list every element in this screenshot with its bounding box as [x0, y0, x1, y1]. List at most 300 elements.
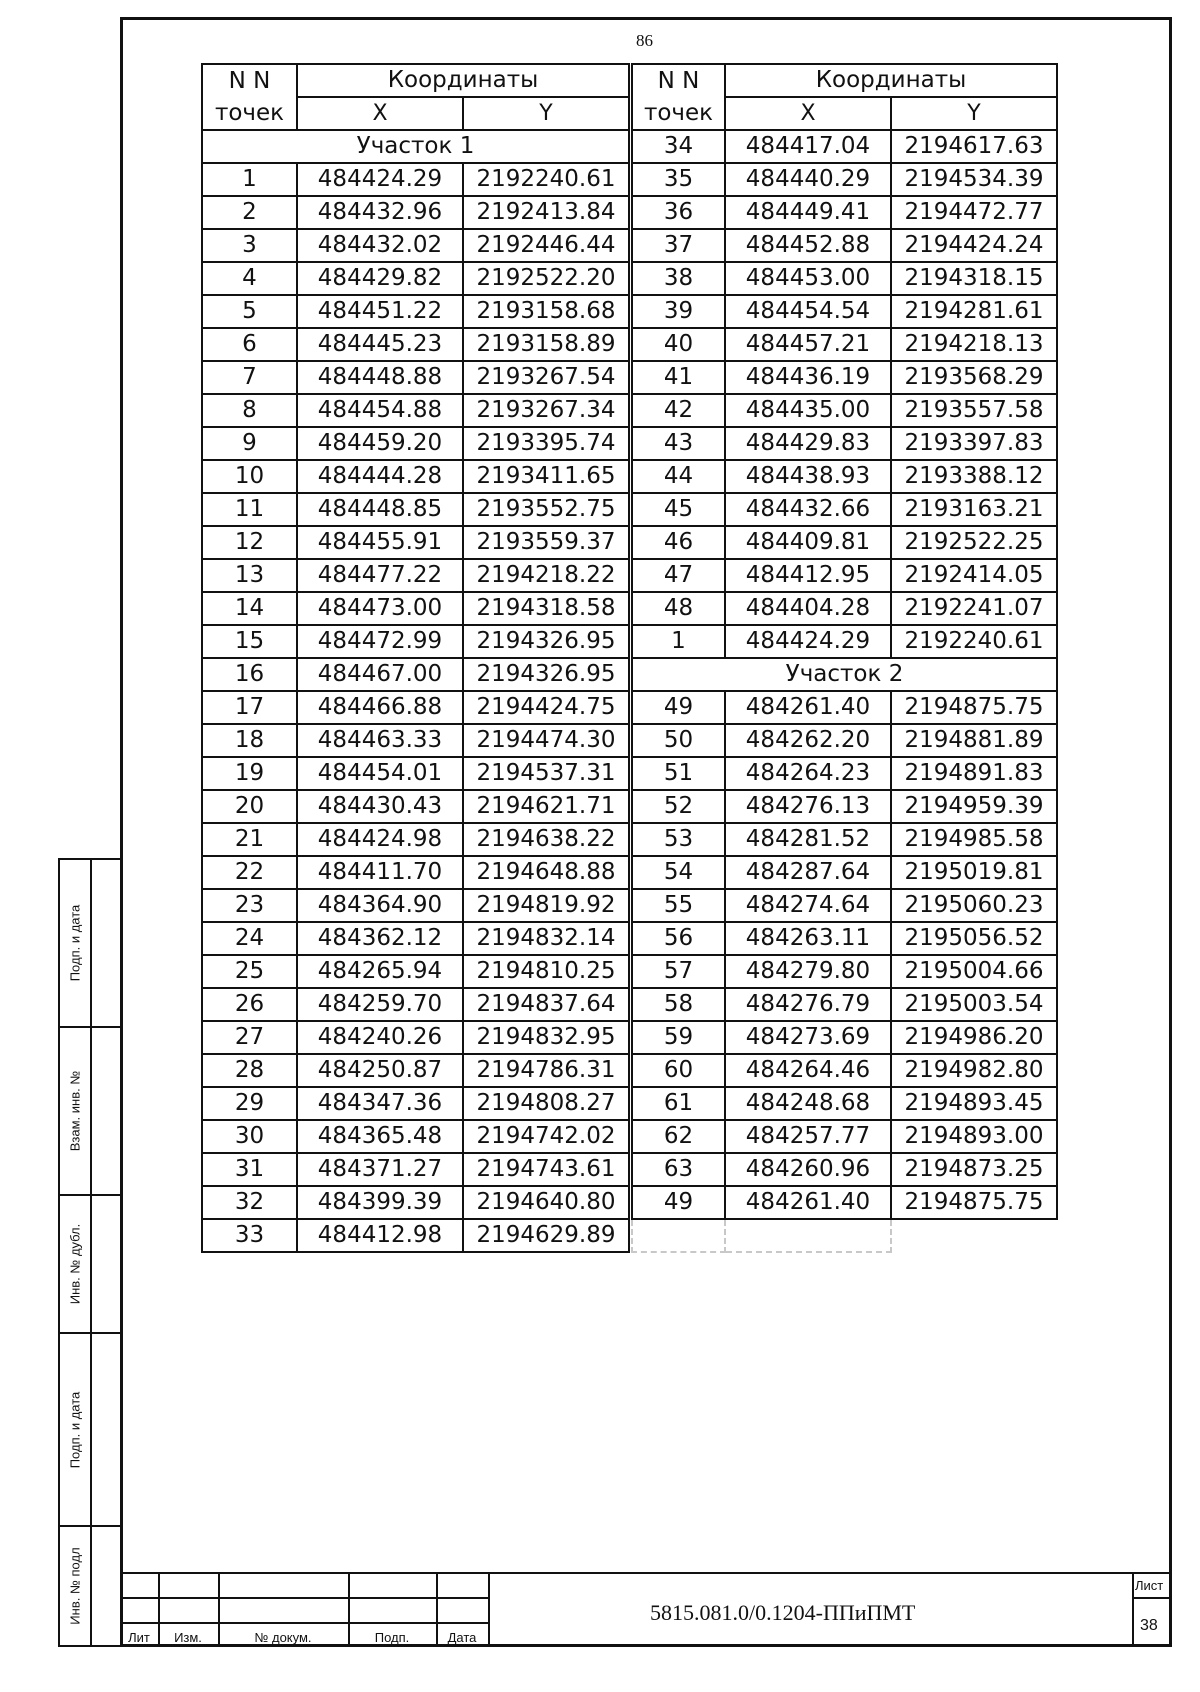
margin-label: Подп. и дата — [67, 1391, 83, 1468]
table-row — [632, 1120, 1057, 1153]
x-coordinate-cell: 484417.04 — [725, 130, 891, 163]
table-row — [632, 790, 1057, 823]
y-coordinate-cell: 2193163.21 — [891, 493, 1057, 526]
point-number-cell: 17 — [202, 691, 297, 724]
x-coordinate-cell: 484424.98 — [297, 823, 463, 856]
y-coordinate-cell: 2194648.88 — [463, 856, 629, 889]
point-number-cell: 1 — [632, 625, 725, 658]
y-coordinate-cell: 2194832.14 — [463, 922, 629, 955]
y-coordinate-cell: 2194982.80 — [891, 1054, 1057, 1087]
point-number-cell: 38 — [632, 262, 725, 295]
y-coordinate-cell: 2193158.89 — [463, 328, 629, 361]
y-coordinate-cell: 2193552.75 — [463, 493, 629, 526]
x-coordinate-cell: 484279.80 — [725, 955, 891, 988]
y-coordinate-cell: 2194318.58 — [463, 592, 629, 625]
table-row — [202, 625, 629, 658]
header-row-1 — [202, 64, 629, 97]
y-coordinate-cell: 2194218.13 — [891, 328, 1057, 361]
empty-cell — [725, 1219, 891, 1252]
y-coordinate-cell: 2194986.20 — [891, 1021, 1057, 1054]
table-row — [632, 328, 1057, 361]
point-number-cell: 1 — [202, 163, 297, 196]
x-coordinate-cell: 484452.88 — [725, 229, 891, 262]
point-number-cell: 58 — [632, 988, 725, 1021]
x-coordinate-cell: 484429.82 — [297, 262, 463, 295]
y-coordinate-cell: 2194617.63 — [891, 130, 1057, 163]
page-number: 86 — [636, 31, 653, 50]
y-coordinate-cell: 2192240.61 — [463, 163, 629, 196]
x-coordinate-cell: 484424.29 — [725, 625, 891, 658]
x-coordinate-cell: 484250.87 — [297, 1054, 463, 1087]
x-coordinate-cell: 484261.40 — [725, 1186, 891, 1219]
coordinates-table-right — [631, 63, 1058, 1253]
x-coordinate-cell: 484454.01 — [297, 757, 463, 790]
point-number-cell: 23 — [202, 889, 297, 922]
x-coordinate-cell: 484453.00 — [725, 262, 891, 295]
table-row — [202, 1120, 629, 1153]
table-row — [632, 988, 1057, 1021]
x-coordinate-cell: 484412.95 — [725, 559, 891, 592]
table-row — [632, 889, 1057, 922]
y-coordinate-cell: 2195019.81 — [891, 856, 1057, 889]
y-coordinate-cell: 2194326.95 — [463, 658, 629, 691]
y-coordinate-cell: 2193267.34 — [463, 394, 629, 427]
table-row — [202, 526, 629, 559]
y-coordinate-cell: 2193397.83 — [891, 427, 1057, 460]
point-number-cell: 18 — [202, 724, 297, 757]
x-coordinate-cell: 484365.48 — [297, 1120, 463, 1153]
table-row — [632, 1087, 1057, 1120]
y-header: Y — [891, 97, 1057, 130]
x-coordinate-cell: 484451.22 — [297, 295, 463, 328]
table-row — [202, 724, 629, 757]
point-number-cell: 16 — [202, 658, 297, 691]
table-row — [632, 823, 1057, 856]
y-coordinate-cell: 2194808.27 — [463, 1087, 629, 1120]
point-number-cell: 59 — [632, 1021, 725, 1054]
y-coordinate-cell: 2194424.24 — [891, 229, 1057, 262]
empty-row — [632, 1219, 1057, 1252]
point-number-cell: 44 — [632, 460, 725, 493]
lit-label: Лит — [128, 1630, 150, 1645]
x-coordinate-cell: 484449.41 — [725, 196, 891, 229]
y-coordinate-cell: 2194893.00 — [891, 1120, 1057, 1153]
y-coordinate-cell: 2195060.23 — [891, 889, 1057, 922]
table-row — [202, 460, 629, 493]
margin-cell-podp-data-2 — [58, 1332, 120, 1527]
point-number-cell: 12 — [202, 526, 297, 559]
margin-cell-inv-dubl — [58, 1194, 120, 1334]
x-coordinate-cell: 484472.99 — [297, 625, 463, 658]
y-coordinate-cell: 2192522.25 — [891, 526, 1057, 559]
x-coordinate-cell: 484264.46 — [725, 1054, 891, 1087]
point-number-cell: 28 — [202, 1054, 297, 1087]
x-coordinate-cell: 484438.93 — [725, 460, 891, 493]
point-number-cell: 13 — [202, 559, 297, 592]
coords-header: Координаты — [725, 64, 1057, 97]
table-row — [632, 262, 1057, 295]
point-number-cell: 26 — [202, 988, 297, 1021]
y-coordinate-cell: 2194819.92 — [463, 889, 629, 922]
table-row — [632, 1186, 1057, 1219]
x-coordinate-cell: 484399.39 — [297, 1186, 463, 1219]
y-coordinate-cell: 2194218.22 — [463, 559, 629, 592]
point-number-cell: 60 — [632, 1054, 725, 1087]
table-row — [202, 691, 629, 724]
point-number-cell: 4 — [202, 262, 297, 295]
x-coordinate-cell: 484454.54 — [725, 295, 891, 328]
table-row — [632, 229, 1057, 262]
table-row — [202, 394, 629, 427]
y-coordinate-cell: 2194474.30 — [463, 724, 629, 757]
point-number-cell: 33 — [202, 1219, 297, 1252]
x-coordinate-cell: 484432.66 — [725, 493, 891, 526]
table-row — [202, 955, 629, 988]
table-row — [632, 856, 1057, 889]
point-number-cell: 51 — [632, 757, 725, 790]
x-coordinate-cell: 484364.90 — [297, 889, 463, 922]
nn-header-2: точек — [202, 97, 297, 130]
table-row — [202, 1054, 629, 1087]
point-number-cell: 45 — [632, 493, 725, 526]
point-number-cell: 63 — [632, 1153, 725, 1186]
y-coordinate-cell: 2194537.31 — [463, 757, 629, 790]
table-row — [632, 1021, 1057, 1054]
point-number-cell: 52 — [632, 790, 725, 823]
sheet-number: 38 — [1140, 1617, 1158, 1634]
point-number-cell: 9 — [202, 427, 297, 460]
x-coordinate-cell: 484477.22 — [297, 559, 463, 592]
x-coordinate-cell: 484371.27 — [297, 1153, 463, 1186]
x-coordinate-cell: 484362.12 — [297, 922, 463, 955]
x-coordinate-cell: 484448.88 — [297, 361, 463, 394]
x-coordinate-cell: 484412.98 — [297, 1219, 463, 1252]
doc-no-label: № докум. — [254, 1630, 312, 1645]
table-row — [202, 493, 629, 526]
title-block — [120, 1572, 1172, 1647]
point-number-cell: 15 — [202, 625, 297, 658]
point-number-cell: 20 — [202, 790, 297, 823]
y-coordinate-cell: 2194472.77 — [891, 196, 1057, 229]
table-row — [632, 625, 1057, 658]
point-number-cell: 24 — [202, 922, 297, 955]
x-coordinate-cell: 484436.19 — [725, 361, 891, 394]
y-coordinate-cell: 2192414.05 — [891, 559, 1057, 592]
point-number-cell: 25 — [202, 955, 297, 988]
x-coordinate-cell: 484248.68 — [725, 1087, 891, 1120]
x-coordinate-cell: 484432.96 — [297, 196, 463, 229]
x-coordinate-cell: 484404.28 — [725, 592, 891, 625]
table-row — [632, 196, 1057, 229]
y-coordinate-cell: 2194281.61 — [891, 295, 1057, 328]
x-coordinate-cell: 484409.81 — [725, 526, 891, 559]
x-coordinate-cell: 484281.52 — [725, 823, 891, 856]
table-row — [632, 130, 1057, 163]
table-row — [632, 460, 1057, 493]
y-coordinate-cell: 2194810.25 — [463, 955, 629, 988]
table-row — [202, 295, 629, 328]
table-row — [632, 295, 1057, 328]
x-coordinate-cell: 484347.36 — [297, 1087, 463, 1120]
point-number-cell: 42 — [632, 394, 725, 427]
table-row — [632, 559, 1057, 592]
header-row-2 — [202, 97, 629, 130]
x-coordinate-cell: 484445.23 — [297, 328, 463, 361]
point-number-cell: 6 — [202, 328, 297, 361]
table-row — [202, 823, 629, 856]
empty-cell — [632, 1219, 725, 1252]
table-row — [202, 889, 629, 922]
y-coordinate-cell: 2194534.39 — [891, 163, 1057, 196]
point-number-cell: 19 — [202, 757, 297, 790]
x-coordinate-cell: 484435.00 — [725, 394, 891, 427]
nn-header-2: точек — [632, 97, 725, 130]
table-row — [202, 1087, 629, 1120]
table-row — [632, 922, 1057, 955]
table-row — [202, 757, 629, 790]
header-row-1 — [632, 64, 1057, 97]
x-coordinate-cell: 484432.02 — [297, 229, 463, 262]
x-coordinate-cell: 484457.21 — [725, 328, 891, 361]
point-number-cell: 37 — [632, 229, 725, 262]
x-coordinate-cell: 484274.64 — [725, 889, 891, 922]
point-number-cell: 31 — [202, 1153, 297, 1186]
y-coordinate-cell: 2194640.80 — [463, 1186, 629, 1219]
x-coordinate-cell: 484440.29 — [725, 163, 891, 196]
x-coordinate-cell: 484448.85 — [297, 493, 463, 526]
table-row — [202, 559, 629, 592]
point-number-cell: 43 — [632, 427, 725, 460]
y-coordinate-cell: 2193559.37 — [463, 526, 629, 559]
table-row — [632, 1054, 1057, 1087]
y-coordinate-cell: 2193388.12 — [891, 460, 1057, 493]
point-number-cell: 54 — [632, 856, 725, 889]
y-header: Y — [463, 97, 629, 130]
y-coordinate-cell: 2192413.84 — [463, 196, 629, 229]
y-coordinate-cell: 2194959.39 — [891, 790, 1057, 823]
point-number-cell: 35 — [632, 163, 725, 196]
y-coordinate-cell: 2193411.65 — [463, 460, 629, 493]
x-coordinate-cell: 484260.96 — [725, 1153, 891, 1186]
table-row — [202, 988, 629, 1021]
margin-cell-inv-podl — [58, 1525, 120, 1647]
y-coordinate-cell: 2194873.25 — [891, 1153, 1057, 1186]
table-row — [632, 394, 1057, 427]
x-coordinate-cell: 484262.20 — [725, 724, 891, 757]
table-row — [202, 1021, 629, 1054]
point-number-cell: 55 — [632, 889, 725, 922]
table-row — [632, 1153, 1057, 1186]
y-coordinate-cell: 2194837.64 — [463, 988, 629, 1021]
x-coordinate-cell: 484276.13 — [725, 790, 891, 823]
podp-label: Подп. — [374, 1630, 410, 1645]
y-coordinate-cell: 2194326.95 — [463, 625, 629, 658]
point-number-cell: 49 — [632, 1186, 725, 1219]
y-coordinate-cell: 2192241.07 — [891, 592, 1057, 625]
point-number-cell: 48 — [632, 592, 725, 625]
point-number-cell: 34 — [632, 130, 725, 163]
date-label: Дата — [447, 1630, 477, 1645]
x-coordinate-cell: 484265.94 — [297, 955, 463, 988]
x-coordinate-cell: 484287.64 — [725, 856, 891, 889]
x-header: X — [297, 97, 463, 130]
y-coordinate-cell: 2195056.52 — [891, 922, 1057, 955]
x-coordinate-cell: 484467.00 — [297, 658, 463, 691]
point-number-cell: 41 — [632, 361, 725, 394]
point-number-cell: 50 — [632, 724, 725, 757]
table-row — [632, 724, 1057, 757]
x-coordinate-cell: 484473.00 — [297, 592, 463, 625]
point-number-cell: 30 — [202, 1120, 297, 1153]
table-row — [632, 427, 1057, 460]
y-coordinate-cell: 2192240.61 — [891, 625, 1057, 658]
y-coordinate-cell: 2194743.61 — [463, 1153, 629, 1186]
empty-cell — [891, 1219, 1057, 1252]
coords-header: Координаты — [297, 64, 629, 97]
table-row — [632, 526, 1057, 559]
point-number-cell: 39 — [632, 295, 725, 328]
point-number-cell: 46 — [632, 526, 725, 559]
table-row — [202, 790, 629, 823]
y-coordinate-cell: 2194893.45 — [891, 1087, 1057, 1120]
point-number-cell: 2 — [202, 196, 297, 229]
point-number-cell: 5 — [202, 295, 297, 328]
margin-label: Взам. инв. № — [67, 1070, 83, 1152]
x-coordinate-cell: 484429.83 — [725, 427, 891, 460]
x-coordinate-cell: 484430.43 — [297, 790, 463, 823]
y-coordinate-cell: 2195004.66 — [891, 955, 1057, 988]
point-number-cell: 21 — [202, 823, 297, 856]
y-coordinate-cell: 2194786.31 — [463, 1054, 629, 1087]
point-number-cell: 27 — [202, 1021, 297, 1054]
y-coordinate-cell: 2194875.75 — [891, 1186, 1057, 1219]
point-number-cell: 7 — [202, 361, 297, 394]
x-header: X — [725, 97, 891, 130]
point-number-cell: 10 — [202, 460, 297, 493]
y-coordinate-cell: 2193267.54 — [463, 361, 629, 394]
x-coordinate-cell: 484261.40 — [725, 691, 891, 724]
x-coordinate-cell: 484276.79 — [725, 988, 891, 1021]
point-number-cell: 40 — [632, 328, 725, 361]
table-row — [202, 922, 629, 955]
table-row — [202, 856, 629, 889]
x-coordinate-cell: 484444.28 — [297, 460, 463, 493]
y-coordinate-cell: 2194875.75 — [891, 691, 1057, 724]
point-number-cell: 8 — [202, 394, 297, 427]
y-coordinate-cell: 2195003.54 — [891, 988, 1057, 1021]
margin-cell-vzam-inv — [58, 1026, 120, 1196]
margin-label: Инв. № дубл. — [67, 1223, 83, 1305]
point-number-cell: 56 — [632, 922, 725, 955]
table-row — [632, 361, 1057, 394]
coordinates-table-left — [201, 63, 630, 1253]
table-row — [202, 262, 629, 295]
y-coordinate-cell: 2194881.89 — [891, 724, 1057, 757]
table-row — [632, 757, 1057, 790]
x-coordinate-cell: 484459.20 — [297, 427, 463, 460]
y-coordinate-cell: 2193568.29 — [891, 361, 1057, 394]
table-row — [202, 1186, 629, 1219]
y-coordinate-cell: 2194621.71 — [463, 790, 629, 823]
y-coordinate-cell: 2194638.22 — [463, 823, 629, 856]
y-coordinate-cell: 2194424.75 — [463, 691, 629, 724]
table-row — [632, 592, 1057, 625]
section-row — [632, 658, 1057, 691]
table-row — [202, 328, 629, 361]
table-row — [632, 955, 1057, 988]
point-number-cell: 53 — [632, 823, 725, 856]
x-coordinate-cell: 484454.88 — [297, 394, 463, 427]
table-row — [202, 658, 629, 691]
point-number-cell: 32 — [202, 1186, 297, 1219]
section-2-title: Участок 2 — [632, 658, 1057, 691]
x-coordinate-cell: 484463.33 — [297, 724, 463, 757]
x-coordinate-cell: 484466.88 — [297, 691, 463, 724]
x-coordinate-cell: 484264.23 — [725, 757, 891, 790]
x-coordinate-cell: 484240.26 — [297, 1021, 463, 1054]
table-row — [202, 1219, 629, 1252]
x-coordinate-cell: 484455.91 — [297, 526, 463, 559]
document-number: 5815.081.0/0.1204-ППиПМТ — [650, 1600, 916, 1625]
point-number-cell: 57 — [632, 955, 725, 988]
margin-label: Инв. № подл — [67, 1547, 83, 1625]
section-row — [202, 130, 629, 163]
point-number-cell: 3 — [202, 229, 297, 262]
table-row — [202, 1153, 629, 1186]
y-coordinate-cell: 2192522.20 — [463, 262, 629, 295]
nn-header: N N — [632, 64, 725, 97]
point-number-cell: 11 — [202, 493, 297, 526]
y-coordinate-cell: 2194891.83 — [891, 757, 1057, 790]
table-row — [632, 163, 1057, 196]
table-row — [202, 592, 629, 625]
y-coordinate-cell: 2192446.44 — [463, 229, 629, 262]
x-coordinate-cell: 484411.70 — [297, 856, 463, 889]
y-coordinate-cell: 2194629.89 — [463, 1219, 629, 1252]
y-coordinate-cell: 2194742.02 — [463, 1120, 629, 1153]
margin-label: Подп. и дата — [67, 904, 83, 982]
point-number-cell: 61 — [632, 1087, 725, 1120]
header-row-2 — [632, 97, 1057, 130]
y-coordinate-cell: 2193158.68 — [463, 295, 629, 328]
izm-label: Изм. — [174, 1630, 202, 1645]
table-row — [202, 196, 629, 229]
table-row — [202, 361, 629, 394]
table-row — [202, 229, 629, 262]
table-row — [202, 427, 629, 460]
point-number-cell: 36 — [632, 196, 725, 229]
y-coordinate-cell: 2194318.15 — [891, 262, 1057, 295]
margin-cell-podp-data-1 — [58, 858, 120, 1028]
y-coordinate-cell: 2193395.74 — [463, 427, 629, 460]
x-coordinate-cell: 484257.77 — [725, 1120, 891, 1153]
point-number-cell: 22 — [202, 856, 297, 889]
section-1-title: Участок 1 — [202, 130, 629, 163]
x-coordinate-cell: 484273.69 — [725, 1021, 891, 1054]
y-coordinate-cell: 2194985.58 — [891, 823, 1057, 856]
nn-header: N N — [202, 64, 297, 97]
point-number-cell: 62 — [632, 1120, 725, 1153]
x-coordinate-cell: 484263.11 — [725, 922, 891, 955]
sheet-label: Лист — [1135, 1578, 1164, 1593]
y-coordinate-cell: 2194832.95 — [463, 1021, 629, 1054]
x-coordinate-cell: 484424.29 — [297, 163, 463, 196]
point-number-cell: 14 — [202, 592, 297, 625]
y-coordinate-cell: 2193557.58 — [891, 394, 1057, 427]
x-coordinate-cell: 484259.70 — [297, 988, 463, 1021]
point-number-cell: 49 — [632, 691, 725, 724]
table-row — [202, 163, 629, 196]
